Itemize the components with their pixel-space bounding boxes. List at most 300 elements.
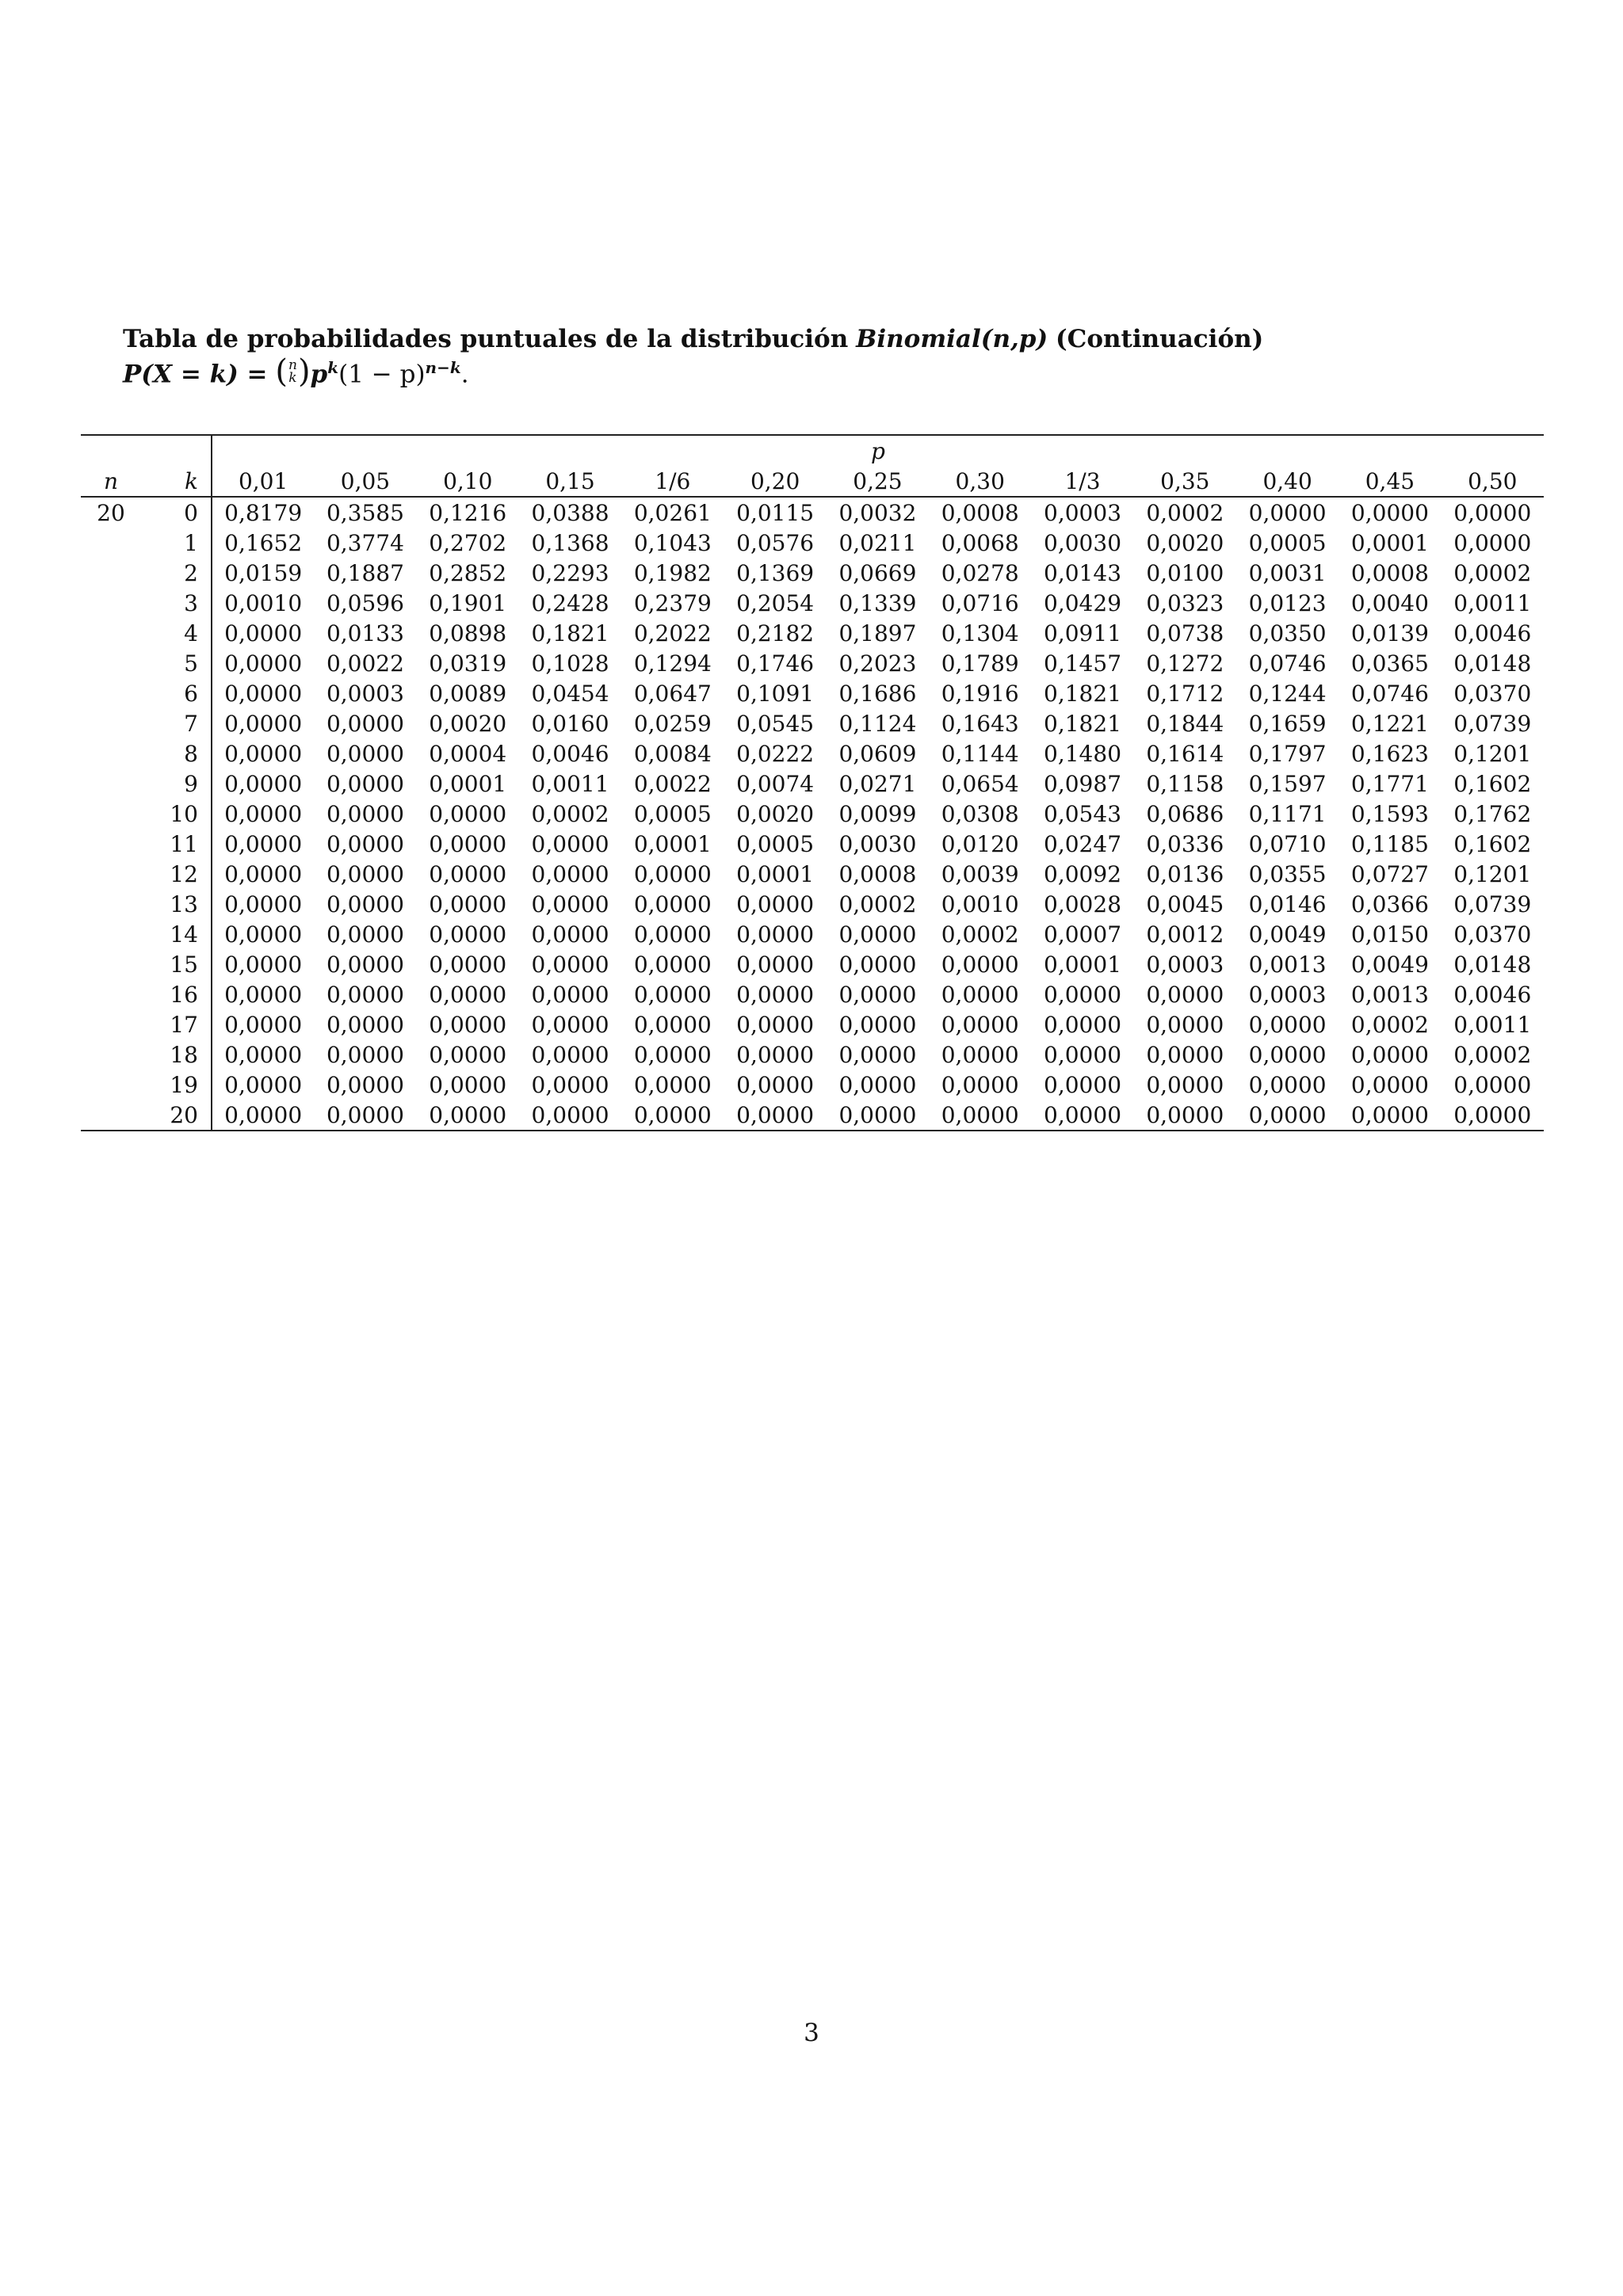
value-cell: 0,0159: [224, 559, 303, 586]
value-cell: 0,0576: [736, 529, 815, 556]
value-cell: 0,1339: [838, 589, 917, 616]
value-cell: 0,0000: [941, 981, 1019, 1008]
value-cell: 0,2428: [531, 589, 609, 616]
value-cell: 0,2293: [531, 559, 609, 586]
value-cell: 0,1201: [1453, 860, 1532, 887]
value-cell: 0,0000: [736, 951, 815, 978]
value-cell: 0,0000: [941, 1041, 1019, 1068]
value-cell: 0,0000: [429, 800, 507, 827]
value-cell: 0,0000: [1248, 499, 1327, 526]
column-header: 0,25: [827, 466, 929, 497]
value-cell: 0,0000: [1248, 1041, 1327, 1068]
table-row: [81, 558, 1544, 588]
column-header: 0,15: [519, 466, 621, 497]
value-cell: 0,3585: [326, 499, 404, 526]
value-cell: 0,0031: [1248, 559, 1327, 586]
value-cell: 0,0000: [224, 891, 303, 917]
value-cell: 0,0005: [633, 800, 712, 827]
value-cell: 0,1897: [838, 620, 917, 646]
value-cell: 0,0002: [1146, 499, 1224, 526]
value-cell: 0,1643: [941, 710, 1019, 737]
value-cell: 0,0898: [429, 620, 507, 646]
value-cell: 0,0543: [1044, 800, 1122, 827]
value-cell: 0,1821: [1044, 680, 1122, 707]
k-cell: 3: [141, 588, 212, 618]
value-cell: 0,0370: [1453, 921, 1532, 948]
value-cell: 0,1614: [1146, 740, 1224, 767]
column-header: 0,20: [724, 466, 826, 497]
value-cell: 0,0005: [1248, 529, 1327, 556]
value-cell: 0,1304: [941, 620, 1019, 646]
value-cell: 0,0000: [724, 1100, 826, 1131]
value-cell: 0,0000: [633, 1011, 712, 1038]
value-cell: 0,0716: [941, 589, 1019, 616]
value-cell: 0,1789: [941, 650, 1019, 677]
value-cell: 0,0000: [1248, 1011, 1327, 1038]
formula-k-exp: k: [327, 358, 339, 377]
k-cell: 13: [141, 889, 212, 919]
value-cell: 0,0000: [633, 921, 712, 948]
value-cell: 0,0004: [429, 740, 507, 767]
column-header: 0,50: [1442, 466, 1544, 497]
value-cell: 0,0049: [1248, 921, 1327, 948]
value-cell: 0,0115: [736, 499, 815, 526]
value-cell: 0,0000: [429, 830, 507, 857]
value-cell: 0,0000: [1134, 1100, 1236, 1131]
value-cell: 0,1821: [531, 620, 609, 646]
n-cell: [81, 648, 141, 678]
value-cell: 0,0092: [1044, 860, 1122, 887]
value-cell: 0,0012: [1146, 921, 1224, 948]
value-cell: 0,0089: [429, 680, 507, 707]
caption-title: [123, 325, 1263, 353]
table-row: [81, 949, 1544, 979]
value-cell: 0,0000: [1338, 1100, 1441, 1131]
value-cell: 0,2852: [429, 559, 507, 586]
value-cell: 0,0000: [212, 1100, 314, 1131]
value-cell: 0,0068: [941, 529, 1019, 556]
value-cell: 0,0596: [326, 589, 404, 616]
n-cell: [81, 829, 141, 859]
value-cell: 0,0010: [941, 891, 1019, 917]
value-cell: 0,1158: [1146, 770, 1224, 797]
value-cell: 0,0000: [941, 1071, 1019, 1098]
value-cell: 0,0000: [531, 1011, 609, 1038]
value-cell: 0,0001: [429, 770, 507, 797]
value-cell: 0,0000: [531, 1071, 609, 1098]
value-cell: 0,0669: [838, 559, 917, 586]
table-row: [81, 618, 1544, 648]
value-cell: 0,0259: [633, 710, 712, 737]
value-cell: 0,0008: [1350, 559, 1429, 586]
n-cell: [81, 859, 141, 889]
column-header: 0,01: [212, 466, 314, 497]
value-cell: 0,0030: [1044, 529, 1122, 556]
value-cell: 0,0000: [224, 860, 303, 887]
value-cell: 0,0000: [1442, 1100, 1544, 1131]
value-cell: 0,0000: [326, 800, 404, 827]
value-cell: 0,0000: [838, 1041, 917, 1068]
value-cell: 0,0454: [531, 680, 609, 707]
value-cell: 0,0000: [224, 650, 303, 677]
column-header: 0,30: [929, 466, 1031, 497]
table-row: [81, 588, 1544, 618]
value-cell: 0,0007: [1044, 921, 1122, 948]
n-cell: [81, 919, 141, 949]
value-cell: 0,0133: [326, 620, 404, 646]
value-cell: 0,0000: [1453, 1071, 1532, 1098]
value-cell: 0,0011: [1453, 1011, 1532, 1038]
value-cell: 0,0000: [1031, 1100, 1133, 1131]
value-cell: 0,1369: [736, 559, 815, 586]
value-cell: 0,0002: [1453, 1041, 1532, 1068]
value-cell: 0,1821: [1044, 710, 1122, 737]
value-cell: 0,2182: [736, 620, 815, 646]
value-cell: 0,1593: [1350, 800, 1429, 827]
value-cell: 0,0370: [1453, 680, 1532, 707]
value-cell: 0,0001: [1350, 529, 1429, 556]
k-header: k: [141, 466, 212, 497]
value-cell: 0,0046: [531, 740, 609, 767]
value-cell: 0,0120: [941, 830, 1019, 857]
value-cell: 0,0000: [838, 1011, 917, 1038]
value-cell: 0,0000: [1248, 1071, 1327, 1098]
value-cell: 0,0000: [531, 981, 609, 1008]
value-cell: 0,0911: [1044, 620, 1122, 646]
value-cell: 0,0099: [838, 800, 917, 827]
value-cell: 0,0146: [1248, 891, 1327, 917]
n-cell: [81, 1070, 141, 1100]
value-cell: 0,0000: [224, 740, 303, 767]
value-cell: 0,1457: [1044, 650, 1122, 677]
value-cell: 0,0261: [633, 499, 712, 526]
n-cell: [81, 1100, 141, 1131]
value-cell: 0,0139: [1350, 620, 1429, 646]
value-cell: 0,0222: [736, 740, 815, 767]
n-cell: [81, 949, 141, 979]
value-cell: 0,0010: [224, 589, 303, 616]
header-row-p: [81, 435, 1544, 466]
formula-mid: (1 − p): [338, 360, 426, 389]
formula-nk-exp: n−k: [425, 358, 461, 377]
value-cell: 0,0045: [1146, 891, 1224, 917]
value-cell: 0,0074: [736, 770, 815, 797]
value-cell: 0,0000: [429, 1071, 507, 1098]
value-cell: 0,1171: [1248, 800, 1327, 827]
k-cell: 15: [141, 949, 212, 979]
value-cell: 0,1712: [1146, 680, 1224, 707]
value-cell: 0,0011: [531, 770, 609, 797]
value-cell: 0,1028: [531, 650, 609, 677]
value-cell: 0,2702: [429, 529, 507, 556]
k-cell: 0: [141, 497, 212, 528]
value-cell: 0,1623: [1350, 740, 1429, 767]
value-cell: 0,0211: [838, 529, 917, 556]
value-cell: 0,0000: [224, 710, 303, 737]
value-cell: 0,0000: [633, 860, 712, 887]
value-cell: 0,0000: [1044, 1071, 1122, 1098]
value-cell: 0,0000: [1453, 529, 1532, 556]
table-row: [81, 799, 1544, 829]
table-row: [81, 1039, 1544, 1070]
value-cell: 0,1185: [1350, 830, 1429, 857]
value-cell: 0,0000: [633, 981, 712, 1008]
value-cell: 0,0278: [941, 559, 1019, 586]
value-cell: 0,0002: [531, 800, 609, 827]
value-cell: 0,0000: [736, 1011, 815, 1038]
binom-bottom: k: [288, 370, 297, 387]
value-cell: 0,0000: [326, 740, 404, 767]
value-cell: 0,1982: [633, 559, 712, 586]
formula-p: p: [310, 360, 328, 389]
value-cell: 0,1368: [531, 529, 609, 556]
value-cell: 0,0150: [1350, 921, 1429, 948]
value-cell: 0,0336: [1146, 830, 1224, 857]
value-cell: 0,0000: [736, 1041, 815, 1068]
value-cell: 0,1294: [633, 650, 712, 677]
value-cell: 0,0013: [1248, 951, 1327, 978]
value-cell: 0,0000: [736, 1071, 815, 1098]
k-cell: 18: [141, 1039, 212, 1070]
value-cell: 0,1272: [1146, 650, 1224, 677]
table-row: [81, 678, 1544, 708]
column-header: 0,35: [1134, 466, 1236, 497]
value-cell: 0,0040: [1350, 589, 1429, 616]
value-cell: 0,0000: [633, 951, 712, 978]
table-row: [81, 919, 1544, 949]
value-cell: 0,0000: [1044, 981, 1122, 1008]
value-cell: 0,0002: [941, 921, 1019, 948]
value-cell: 0,0000: [1350, 1071, 1429, 1098]
value-cell: 0,0308: [941, 800, 1019, 827]
value-cell: 0,0000: [326, 710, 404, 737]
n-cell: [81, 618, 141, 648]
value-cell: 0,0746: [1248, 650, 1327, 677]
value-cell: 0,0323: [1146, 589, 1224, 616]
value-cell: 0,0001: [1044, 951, 1122, 978]
value-cell: 0,1762: [1453, 800, 1532, 827]
value-cell: 0,0000: [838, 951, 917, 978]
column-header: 0,05: [314, 466, 416, 497]
value-cell: 0,0000: [1146, 1041, 1224, 1068]
n-cell: [81, 799, 141, 829]
value-cell: 0,0000: [224, 770, 303, 797]
n-cell: [81, 769, 141, 799]
value-cell: 0,0000: [429, 860, 507, 887]
value-cell: 0,0000: [224, 921, 303, 948]
value-cell: 0,0727: [1350, 860, 1429, 887]
value-cell: 0,0545: [736, 710, 815, 737]
value-cell: 0,1916: [941, 680, 1019, 707]
n-cell: [81, 889, 141, 919]
value-cell: 0,1091: [736, 680, 815, 707]
value-cell: 0,0000: [429, 891, 507, 917]
header-row-columns: [81, 466, 1544, 497]
column-header: 1/3: [1031, 466, 1133, 497]
n-cell: [81, 588, 141, 618]
value-cell: 0,0000: [417, 1100, 519, 1131]
n-cell: [81, 738, 141, 769]
value-cell: 0,0271: [838, 770, 917, 797]
value-cell: 0,0000: [838, 921, 917, 948]
value-cell: 0,0032: [838, 499, 917, 526]
value-cell: 0,0647: [633, 680, 712, 707]
value-cell: 0,1201: [1453, 740, 1532, 767]
value-cell: 0,0000: [1236, 1100, 1338, 1131]
value-cell: 0,0739: [1453, 891, 1532, 917]
caption-suffix: (Continuación): [1055, 325, 1264, 353]
value-cell: 0,0000: [429, 921, 507, 948]
value-cell: 0,0000: [1044, 1011, 1122, 1038]
value-cell: 0,0000: [531, 891, 609, 917]
binomial-table: [81, 434, 1544, 1131]
value-cell: 0,0013: [1350, 981, 1429, 1008]
column-header: 0,45: [1338, 466, 1441, 497]
value-cell: 0,0000: [531, 1041, 609, 1068]
table-row: [81, 1009, 1544, 1039]
value-cell: 0,0000: [1350, 499, 1429, 526]
value-cell: 0,2023: [838, 650, 917, 677]
caption-prefix: Tabla de probabilidades puntuales de la distribución: [123, 325, 849, 353]
value-cell: 0,0365: [1350, 650, 1429, 677]
n-cell: [81, 678, 141, 708]
value-cell: 0,0022: [326, 650, 404, 677]
caption-distribution: Binomial(n,p): [856, 325, 1048, 353]
value-cell: 0,0247: [1044, 830, 1122, 857]
value-cell: 0,1244: [1248, 680, 1327, 707]
value-cell: 0,1652: [224, 529, 303, 556]
value-cell: 0,0000: [531, 830, 609, 857]
value-cell: 0,0350: [1248, 620, 1327, 646]
value-cell: 0,1659: [1248, 710, 1327, 737]
n-cell: [81, 528, 141, 558]
value-cell: 0,0000: [736, 921, 815, 948]
value-cell: 0,0366: [1350, 891, 1429, 917]
value-cell: 0,0000: [633, 891, 712, 917]
n-cell: [81, 558, 141, 588]
value-cell: 0,0388: [531, 499, 609, 526]
value-cell: 0,3774: [326, 529, 404, 556]
n-cell: [81, 979, 141, 1009]
value-cell: 0,0000: [224, 951, 303, 978]
value-cell: 0,0429: [1044, 589, 1122, 616]
value-cell: 0,0003: [326, 680, 404, 707]
value-cell: 0,1597: [1248, 770, 1327, 797]
table-row: [81, 1100, 1544, 1131]
page-number: 3: [804, 2019, 819, 2047]
column-header: 0,10: [417, 466, 519, 497]
value-cell: 0,1602: [1453, 830, 1532, 857]
value-cell: 0,0000: [429, 1011, 507, 1038]
table-row: [81, 648, 1544, 678]
value-cell: 0,2022: [633, 620, 712, 646]
table-row: [81, 738, 1544, 769]
value-cell: 0,0000: [838, 981, 917, 1008]
table-row: [81, 859, 1544, 889]
value-cell: 0,0046: [1453, 620, 1532, 646]
value-cell: 0,0020: [429, 710, 507, 737]
value-cell: 0,0000: [429, 951, 507, 978]
value-cell: 0,0049: [1350, 951, 1429, 978]
value-cell: 0,0028: [1044, 891, 1122, 917]
value-cell: 0,0000: [326, 1071, 404, 1098]
value-cell: 0,0654: [941, 770, 1019, 797]
value-cell: 0,0084: [633, 740, 712, 767]
value-cell: 0,0000: [314, 1100, 416, 1131]
table-body: [81, 497, 1544, 1131]
value-cell: 0,0000: [941, 1011, 1019, 1038]
value-cell: 0,2054: [736, 589, 815, 616]
value-cell: 0,0100: [1146, 559, 1224, 586]
value-cell: 0,1216: [429, 499, 507, 526]
value-cell: 0,0000: [224, 1071, 303, 1098]
value-cell: 0,0000: [326, 921, 404, 948]
value-cell: 0,0000: [224, 1041, 303, 1068]
value-cell: 0,0030: [838, 830, 917, 857]
value-cell: 0,0123: [1248, 589, 1327, 616]
table-row: [81, 829, 1544, 859]
value-cell: 0,0022: [633, 770, 712, 797]
value-cell: 0,0000: [326, 951, 404, 978]
k-cell: 20: [141, 1100, 212, 1131]
n-cell: 20: [97, 499, 125, 526]
value-cell: 0,1043: [633, 529, 712, 556]
value-cell: 0,0003: [1146, 951, 1224, 978]
value-cell: 0,0000: [1044, 1041, 1122, 1068]
value-cell: 0,0143: [1044, 559, 1122, 586]
value-cell: 0,1887: [326, 559, 404, 586]
value-cell: 0,0001: [736, 860, 815, 887]
value-cell: 0,0000: [429, 981, 507, 1008]
value-cell: 0,0987: [1044, 770, 1122, 797]
value-cell: 0,1844: [1146, 710, 1224, 737]
value-cell: 0,0000: [429, 1041, 507, 1068]
value-cell: 0,0739: [1453, 710, 1532, 737]
value-cell: 0,0000: [736, 981, 815, 1008]
table-row: [81, 1070, 1544, 1100]
value-cell: 0,0008: [941, 499, 1019, 526]
value-cell: 0,0003: [1248, 981, 1327, 1008]
value-cell: 0,0039: [941, 860, 1019, 887]
value-cell: 0,0000: [531, 921, 609, 948]
value-cell: 0,0000: [1146, 981, 1224, 1008]
value-cell: 0,0710: [1248, 830, 1327, 857]
formula-lhs: P(X = k) =: [123, 360, 268, 389]
k-cell: 5: [141, 648, 212, 678]
value-cell: 0,0000: [941, 951, 1019, 978]
value-cell: 0,0148: [1453, 951, 1532, 978]
value-cell: 0,0000: [633, 1071, 712, 1098]
binom-top: n: [288, 357, 297, 374]
k-cell: 14: [141, 919, 212, 949]
value-cell: 0,1901: [429, 589, 507, 616]
value-cell: 0,0000: [326, 770, 404, 797]
value-cell: 0,0000: [633, 1041, 712, 1068]
value-cell: 0,0000: [531, 860, 609, 887]
value-cell: 0,0000: [326, 1041, 404, 1068]
column-header: 0,40: [1236, 466, 1338, 497]
value-cell: 0,0738: [1146, 620, 1224, 646]
table-caption: [123, 325, 1264, 391]
value-cell: 0,0136: [1146, 860, 1224, 887]
table-row: [81, 708, 1544, 738]
value-cell: 0,0000: [326, 830, 404, 857]
value-cell: 0,0000: [326, 981, 404, 1008]
value-cell: 0,0000: [224, 680, 303, 707]
value-cell: 0,0000: [326, 891, 404, 917]
value-cell: 0,1124: [838, 710, 917, 737]
k-cell: 7: [141, 708, 212, 738]
